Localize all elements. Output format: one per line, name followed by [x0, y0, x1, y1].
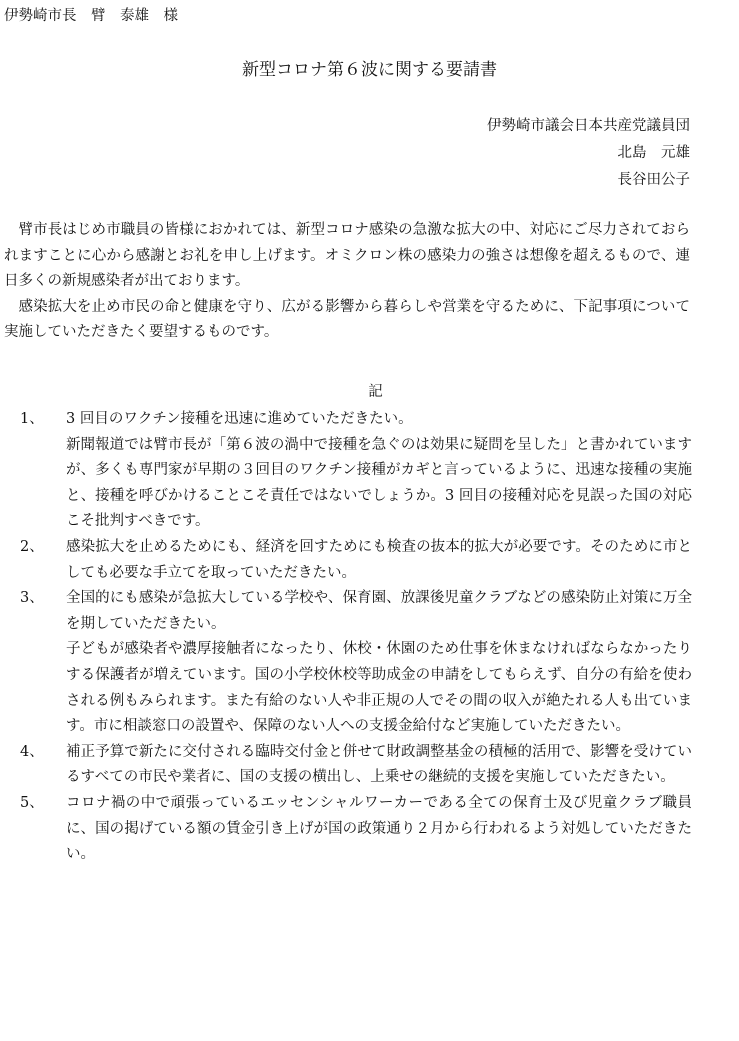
- sender-member: 長谷田公子: [617, 172, 690, 188]
- intro-text: [4, 218, 690, 346]
- item-number: 1、: [20, 411, 44, 427]
- item-text: 全国的にも感染が急拡大している学校や、保育園、放課後児童クラブなどの感染防止対策に万全を期していただきたい。: [66, 590, 692, 632]
- sender-organization: 伊勢崎市議会日本共産党議員団: [487, 118, 690, 134]
- request-item: [0, 586, 692, 740]
- request-item: [0, 740, 692, 791]
- item-number: 2、: [20, 538, 44, 555]
- item-text: 3 回目のワクチン接種を迅速に進めていただきたい。: [66, 411, 413, 427]
- item-text: 補正予算で新たに交付される臨時交付金と併せて財政調整基金の積極的活用で、影響を受けているすべての市民や業者に、国の支援の横出し、上乗せの継続的支援を実施していただきたい。: [66, 743, 692, 786]
- item-text: 感染拡大を止めるためにも、経済を回すためにも検査の抜本的拡大が必要です。そのために市としても必要な手立てを取っていただきたい。: [66, 538, 692, 581]
- intro-paragraph: 臂市長はじめ市職員の皆様におかれては、新型コロナ感染の急激な拡大の中、対応にご尽力されておられますことに心から感謝とお礼を申し上げます。オミクロン株の感染力の強さは想像を超えるもので、連日多くの新規感染者が出ております。: [4, 222, 690, 289]
- request-list: [0, 407, 739, 868]
- ki-heading: 記: [368, 384, 383, 400]
- sender-member: 北島 元雄: [617, 145, 690, 161]
- item-text: コロナ禍の中で頑張っているエッセンシャルワーカーである全ての保育士及び児童クラブ職員に、国の掲げている額の賃金引き上げが国の政策通り２月から行われるよう対処していただきたい。: [66, 794, 692, 863]
- item-detail: 新聞報道では臂市長が「第６波の渦中で接種を急ぐのは効果に疑問を呈した」と書かれていますが、多くも専門家が早期の３回目のワクチン接種がカギと言っているように、迅速な接種の実施と、接種を呼びかけることこそ責任ではないでしょうか。3 回目の接種対応を見誤った国の対応こそ批判すべきです。: [66, 436, 692, 530]
- request-item: [0, 407, 692, 535]
- document-title: 新型コロナ第６波に関する要請書: [242, 60, 497, 80]
- addressee: 伊勢崎市長 臂 泰雄 様: [4, 8, 178, 24]
- request-item: [0, 791, 692, 868]
- intro-paragraph: 感染拡大を止め市民の命と健康を守り、広がる影響から暮らしや営業を守るために、下記事項について実施していただきたく要望するものです。: [4, 298, 690, 340]
- item-number: 3、: [20, 590, 44, 607]
- item-number: 5、: [20, 794, 44, 811]
- sender-block: [487, 113, 690, 194]
- item-detail: 子どもが感染者や濃厚接触者になったり、休校・休園のため仕事を休まなければならなかったりする保護者が増えています。国の小学校休校等助成金の申請をしてもらえず、自分の有給を使わされる例もみられます。また有給のない人や非正規の人でその間の収入が絶たれる人も出ています。市に相談窓口の設置や、保障のない人への支援金給付など実施していただきたい。: [66, 641, 692, 735]
- request-item: [0, 535, 692, 586]
- item-number: 4、: [20, 743, 44, 760]
